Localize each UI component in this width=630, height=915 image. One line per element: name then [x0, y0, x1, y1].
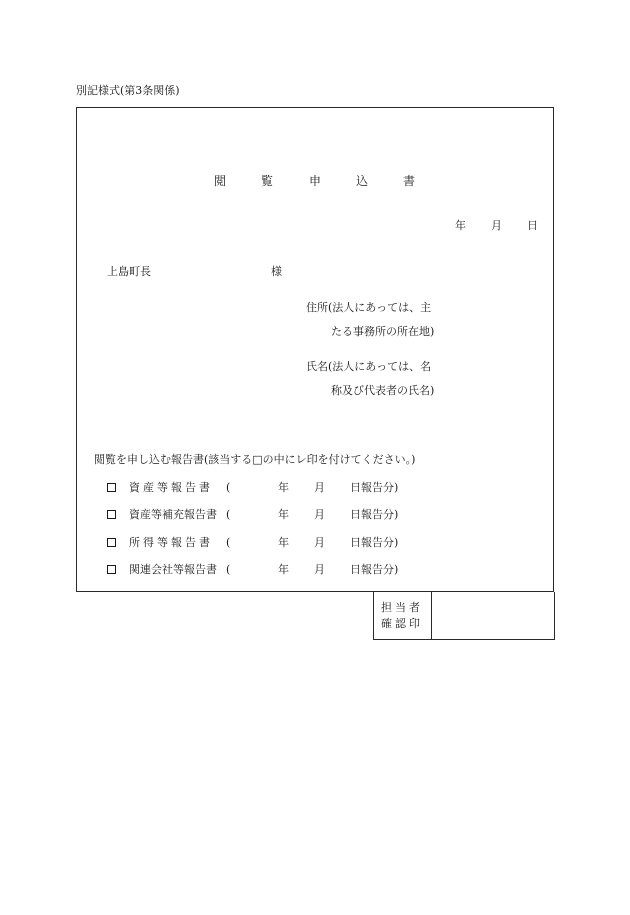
report-checkbox-2[interactable] [107, 510, 116, 519]
report-checkbox-1[interactable] [107, 483, 116, 492]
addressee-name: 上島町長 [107, 265, 151, 278]
report-item-year-2: 年 [278, 508, 289, 521]
report-checkbox-3[interactable] [107, 538, 116, 547]
form-title-char-4: 込 [356, 174, 369, 188]
form-caption: 別記様式(第3条関係) [76, 84, 180, 97]
report-item-tail-1: 日報告分) [350, 481, 399, 494]
name-label-line2: 称及び代表者の氏名) [331, 384, 435, 397]
confirmation-label-line2: 確認印 [381, 617, 423, 630]
report-item-paren-1: ( [226, 481, 231, 494]
report-item-year-3: 年 [278, 536, 289, 549]
report-item-paren-4: ( [226, 563, 231, 576]
report-item-paren-3: ( [226, 536, 231, 549]
name-label-line1: 氏名(法人にあっては、名 [306, 360, 432, 373]
form-title-char-1: 閲 [214, 174, 227, 188]
report-item-label-4: 関連会社等報告書 [129, 563, 217, 576]
confirmation-stamp-box [373, 592, 555, 640]
report-item-year-4: 年 [278, 563, 289, 576]
report-instruction: 閲覧を申し込む報告書(該当する□の中にレ印を付けてください。) [94, 453, 416, 466]
address-label-line2: たる事務所の所在地) [331, 325, 435, 338]
form-title-char-2: 覧 [261, 174, 274, 188]
report-item-tail-3: 日報告分) [350, 536, 399, 549]
report-item-paren-2: ( [226, 508, 231, 521]
confirmation-stamp-cell[interactable] [432, 592, 554, 639]
confirmation-label-line1: 担当者 [381, 601, 423, 614]
addressee-honorific: 様 [271, 265, 282, 278]
date-day: 日 [527, 219, 538, 232]
report-item-tail-4: 日報告分) [350, 563, 399, 576]
report-item-label-3: 所得等報告書 [129, 536, 213, 549]
report-item-month-4: 月 [314, 563, 325, 576]
report-item-month-3: 月 [314, 536, 325, 549]
report-item-label-2: 資産等補充報告書 [129, 508, 217, 521]
address-label-line1: 住所(法人にあっては、主 [306, 301, 432, 314]
report-item-label-1: 資産等報告書 [129, 481, 213, 494]
report-item-tail-2: 日報告分) [350, 508, 399, 521]
form-title-char-3: 申 [309, 174, 322, 188]
report-item-year-1: 年 [278, 481, 289, 494]
report-checkbox-4[interactable] [107, 565, 116, 574]
confirmation-label-cell [374, 592, 432, 639]
report-item-month-1: 月 [314, 481, 325, 494]
date-year: 年 [455, 219, 466, 232]
report-item-month-2: 月 [314, 508, 325, 521]
form-title-char-5: 書 [403, 174, 416, 188]
date-month: 月 [491, 219, 502, 232]
